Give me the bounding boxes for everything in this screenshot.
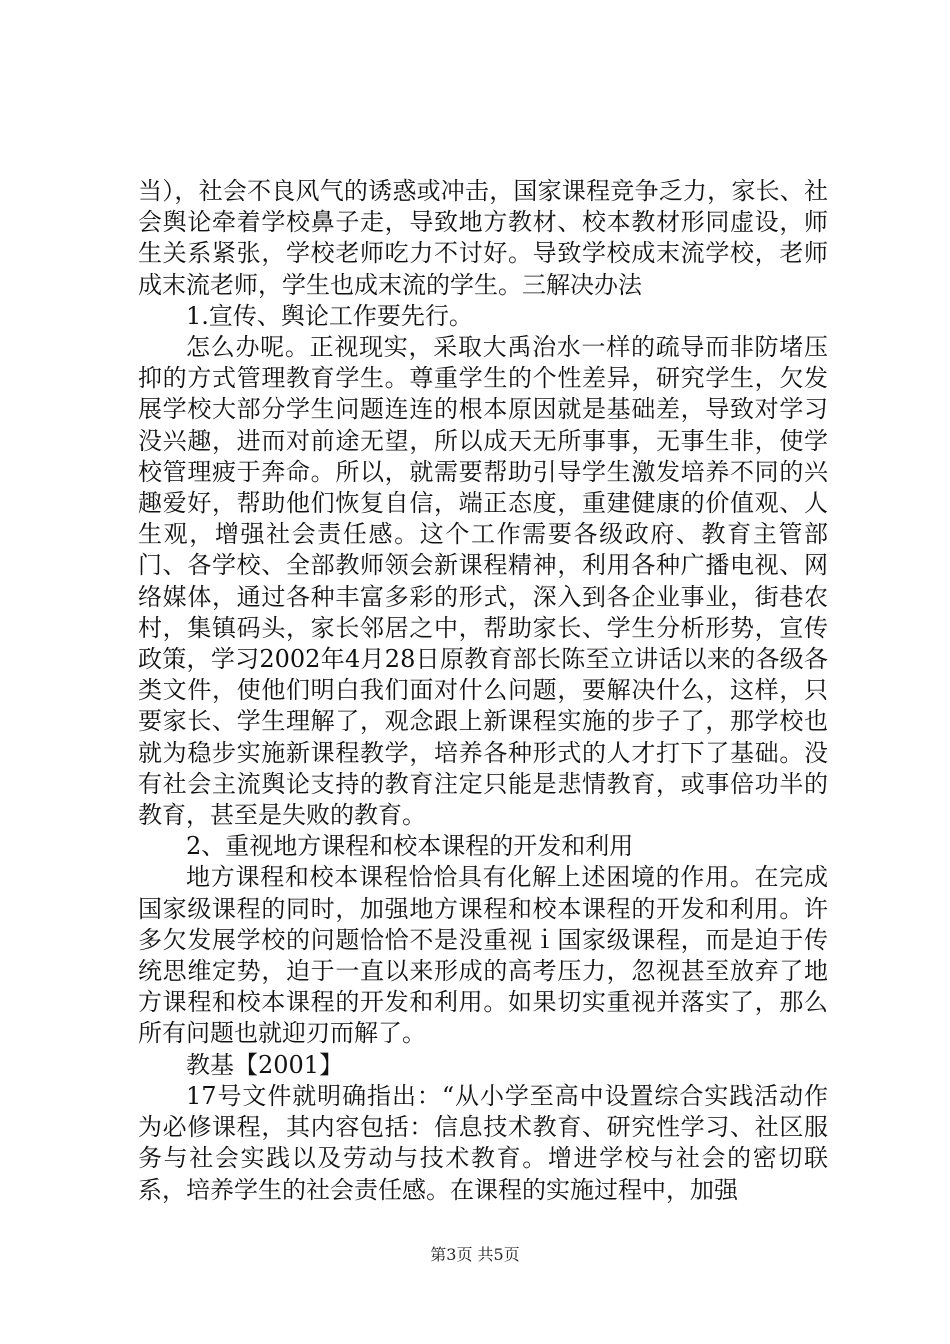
paragraph: 当），社会不良风气的诱惑或冲击，国家课程竞争乏力，家长、社会舆论牵着学校鼻子走，导致地方教材、校本教材形同虚设，师生关系紧张，学校老师吃力不讨好。导致学校成末流学校，老师成末流老师，学生也成末流的学生。三解决办法 xyxy=(138,177,828,299)
section-heading: 2、重视地方课程和校本课程的开发和利用 xyxy=(186,832,634,861)
paragraph: 17号文件就明确指出：“从小学至高中设置综合实践活动作为必修课程，其内容包括：信息技术教育、研究性学习、社区服务与社会实践以及劳动与技术教育。增进学校与社会的密切联系，培养学生的社会责任感。在课程的实施过程中，加强 xyxy=(138,1081,828,1204)
paragraph: 教基【2001】 xyxy=(186,1050,344,1079)
paragraph: 怎么办呢。正视现实，采取大禹治水一样的疏导而非防堵压抑的方式管理教育学生。尊重学生的个性差异，研究学生，欠发展学校大部分学生问题连连的根本原因就是基础差，导致对学习没兴趣，进而对前途无望，所以成天无所事事，无事生非，使学校管理疲于奔命。所以，就需要帮助引导学生激发培养不同的兴趣爱好，帮助他们恢复自信，端正态度，重建健康的价值观、人生观，增强社会责任感。这个工作需要各级政府、教育主管部门、各学校、全部教师领会新课程精神，利用各种广播电视、网络媒体，通过各种丰富多彩的形式，深入到各企业事业，街巷农村，集镇码头，家长邻居之中，帮助家长、学生分析形势，宣传政策，学习2002年4月28日原教育部长陈至立讲话以来的各级各类文件，使他们明白我们面对什么问题，要解决什么，这样，只要家长、学生理解了，观念跟上新课程实施的步子了，那学校也就为稳步实施新课程教学，培养各种形式的人才打下了基础。没有社会主流舆论支持的教育注定只能是悲情教育，或事倍功半的教育，甚至是失败的教育。 xyxy=(138,333,828,830)
paragraph: 地方课程和校本课程恰恰具有化解上述困境的作用。在完成国家级课程的同时，加强地方课程和校本课程的开发和利用。许多欠发展学校的问题恰恰不是没重视ｉ国家级课程，而是迫于传统思维定势，迫于一直以来形成的高考压力，忽视甚至放弃了地方课程和校本课程的开发和利用。如果切实重视并落实了，那么所有问题也就迎刃而解了。 xyxy=(138,863,828,1048)
body-text xyxy=(138,176,828,1206)
section-heading: 1.宣传、舆论工作要先行。 xyxy=(186,301,473,330)
page-footer: 第3页 共5页 xyxy=(430,1245,520,1264)
